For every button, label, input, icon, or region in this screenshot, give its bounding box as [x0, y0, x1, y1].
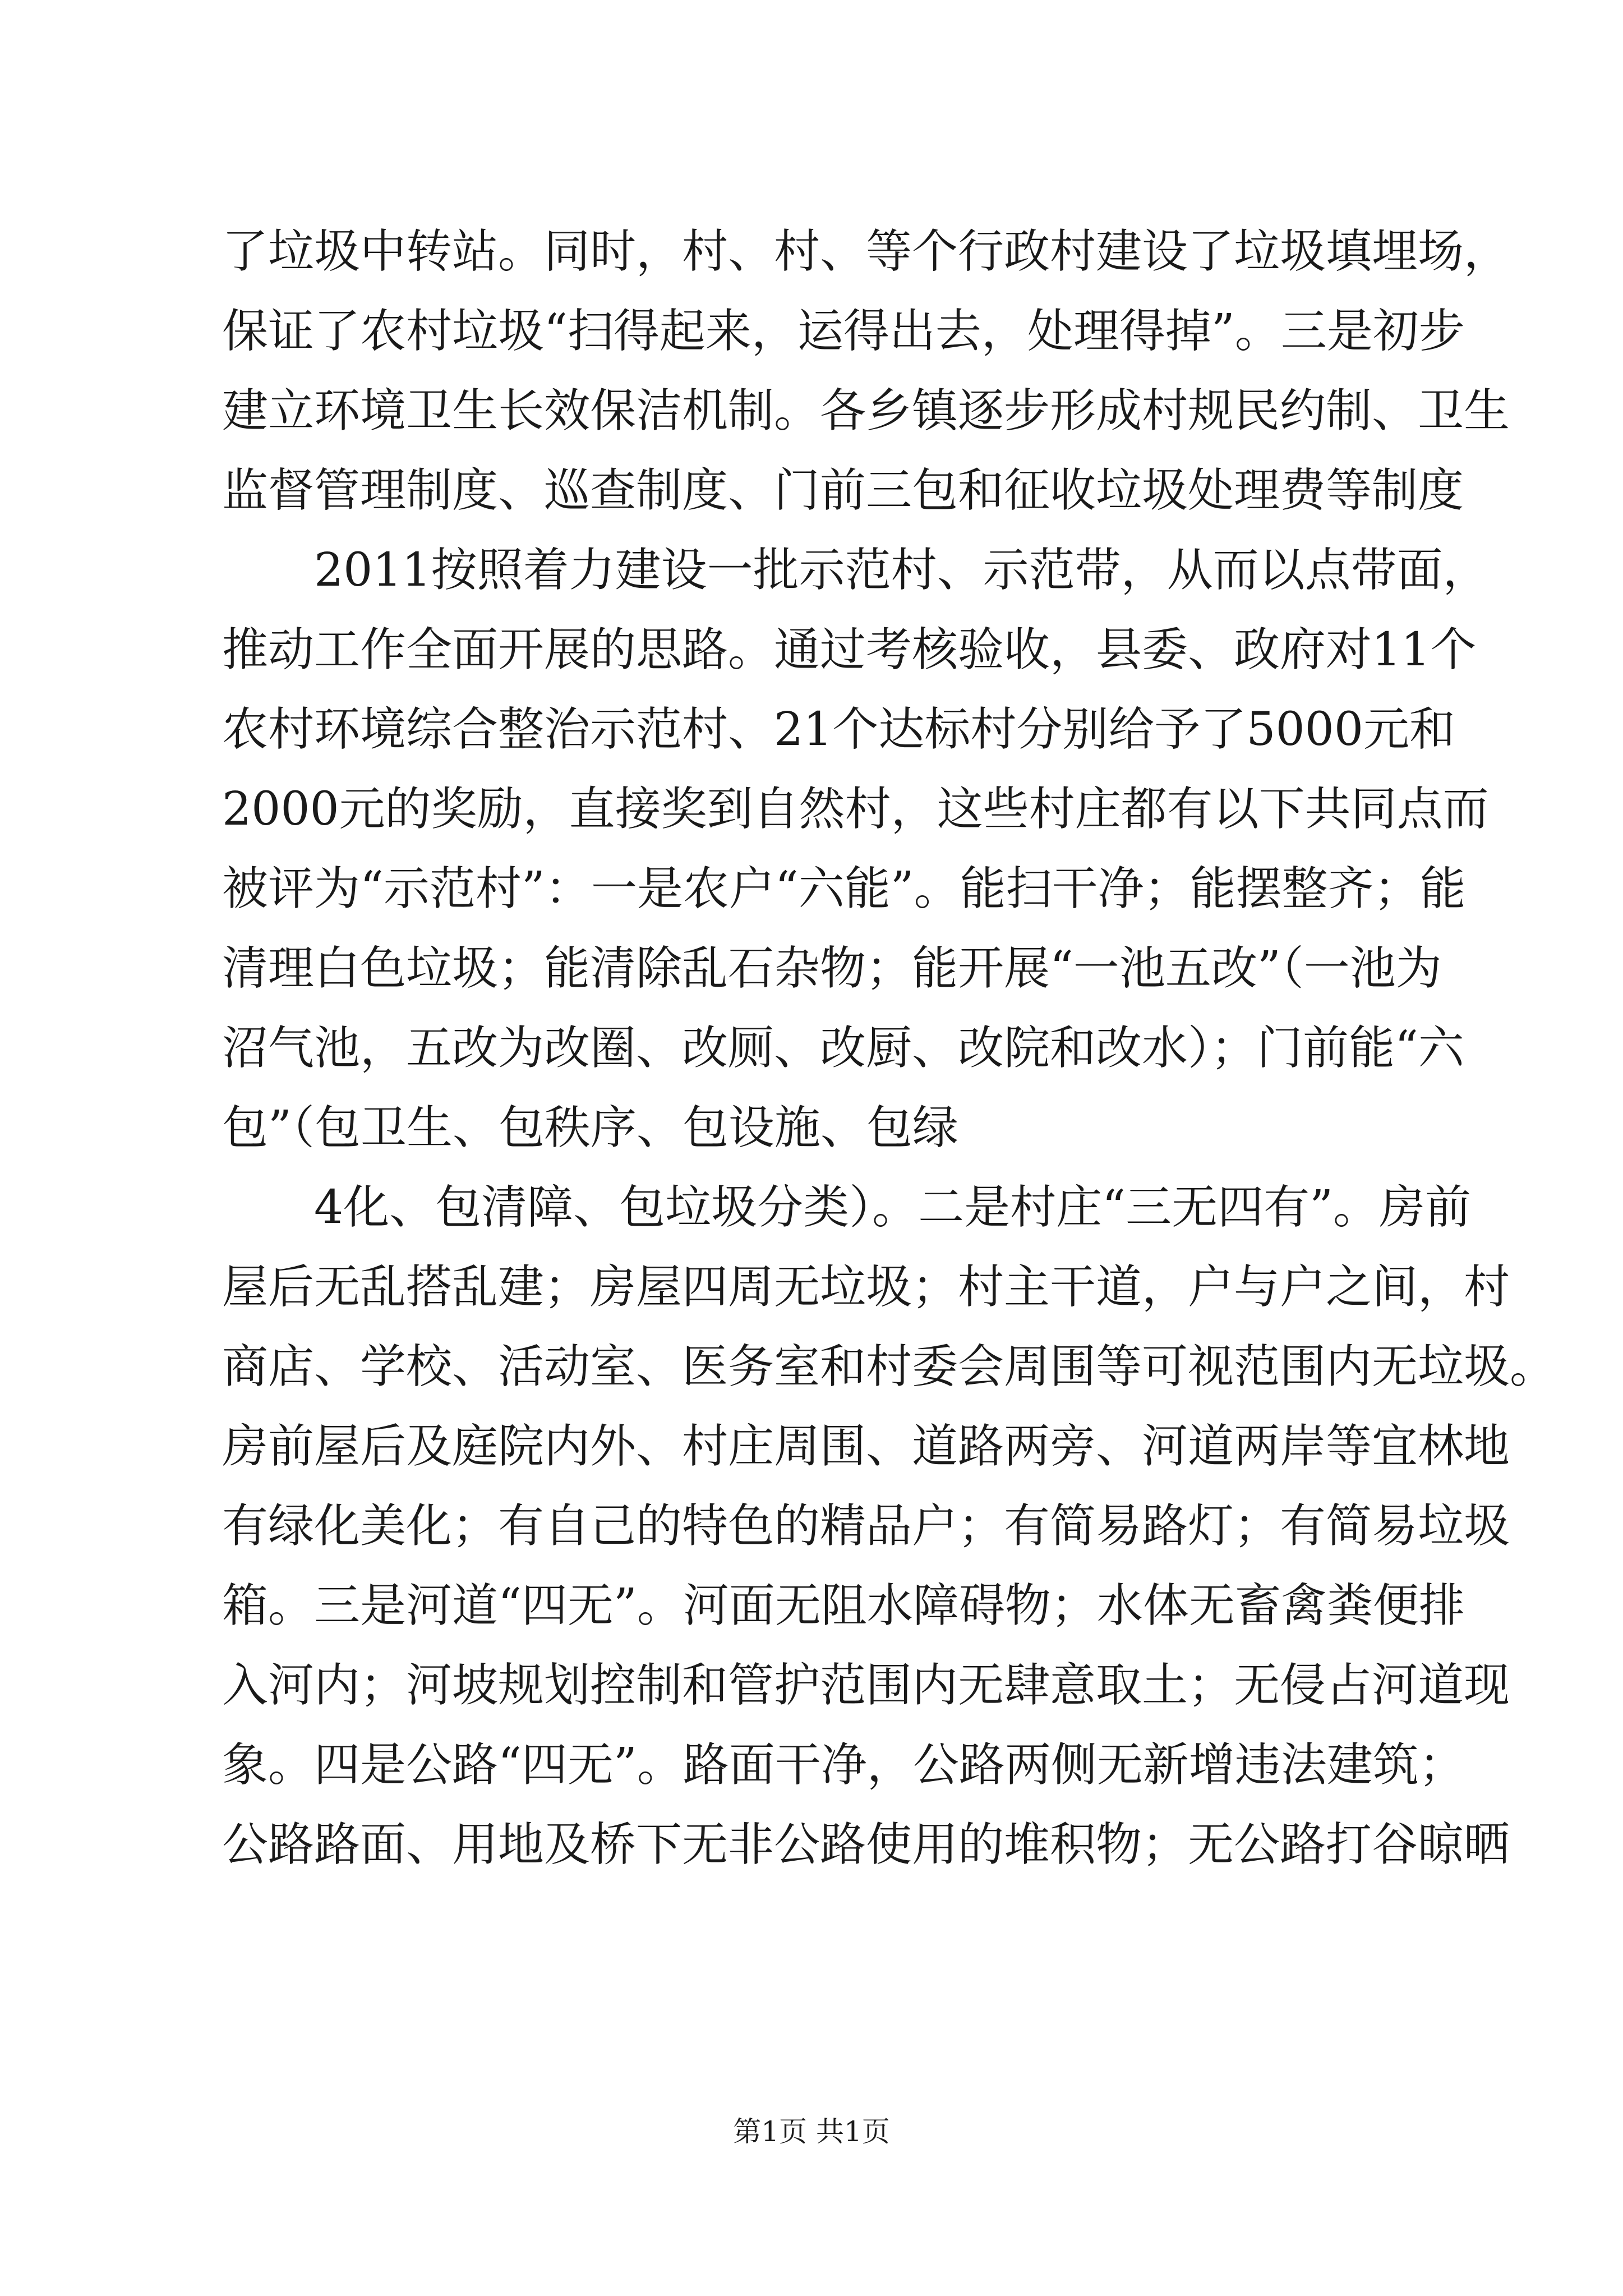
body-text [222, 212, 1556, 1885]
text-line: 建立环境卫生长效保洁机制。各乡镇逐步形成村规民约制、卫生 [222, 384, 1510, 438]
text-line: 公路路面、用地及桥下无非公路使用的堆积物；无公路打谷晾晒 [222, 1818, 1510, 1871]
text-line: 2000元的奖励，直接奖到自然村，这些村庄都有以下共同点而 [222, 783, 1489, 836]
text-line: 房前屋后及庭院内外、村庄周围、道路两旁、河道两岸等宜林地 [222, 1420, 1510, 1473]
text-line: 沼气池，五改为改圈、改厕、改厨、改院和改水）；门前能“六 [222, 1022, 1464, 1075]
text-line: 象。四是公路“四无”。路面干净，公路两侧无新增违法建筑； [222, 1738, 1465, 1792]
text-line: 清理白色垃圾；能清除乱石杂物；能开展“一池五改”（一池为 [222, 942, 1442, 995]
text-line: 了垃圾中转站。同时，村、村、等个行政村建设了垃圾填埋场， [222, 225, 1510, 278]
text-line: 农村环境综合整治示范村、21个达标村分别给予了5000元和 [222, 703, 1456, 756]
text-line: 监督管理制度、巡查制度、门前三包和征收垃圾处理费等制度 [222, 464, 1464, 517]
text-line: 箱。三是河道“四无”。河面无阻水障碍物；水体无畜禽粪便排 [222, 1579, 1465, 1632]
text-line: 被评为“示范村”：一是农户“六能”。能扫干净；能摆整齐；能 [222, 862, 1466, 915]
text-line: 2011按照着力建设一批示范村、示范带，从而以点带面， [314, 544, 1489, 597]
text-line: 有绿化美化；有自己的特色的精品户；有简易路灯；有简易垃圾 [222, 1499, 1510, 1553]
page-footer: 第1页 共1页 [733, 2115, 890, 2148]
text-line: 4化、包清障、包垃圾分类）。二是村庄“三无四有”。房前 [314, 1181, 1472, 1234]
text-line: 推动工作全面开展的思路。通过考核验收，县委、政府对11个 [222, 623, 1477, 677]
text-line: 商店、学校、活动室、医务室和村委会周围等可视范围内无垃圾。 [222, 1340, 1556, 1393]
text-line: 保证了农村垃圾“扫得起来，运得出去，处理得掉”。三是初步 [222, 305, 1465, 358]
text-line: 包”（包卫生、包秩序、包设施、包绿 [222, 1101, 958, 1154]
text-line: 入河内；河坡规划控制和管护范围内无肆意取土；无侵占河道现 [222, 1659, 1510, 1712]
text-line: 屋后无乱搭乱建；房屋四周无垃圾；村主干道，户与户之间，村 [222, 1260, 1510, 1314]
